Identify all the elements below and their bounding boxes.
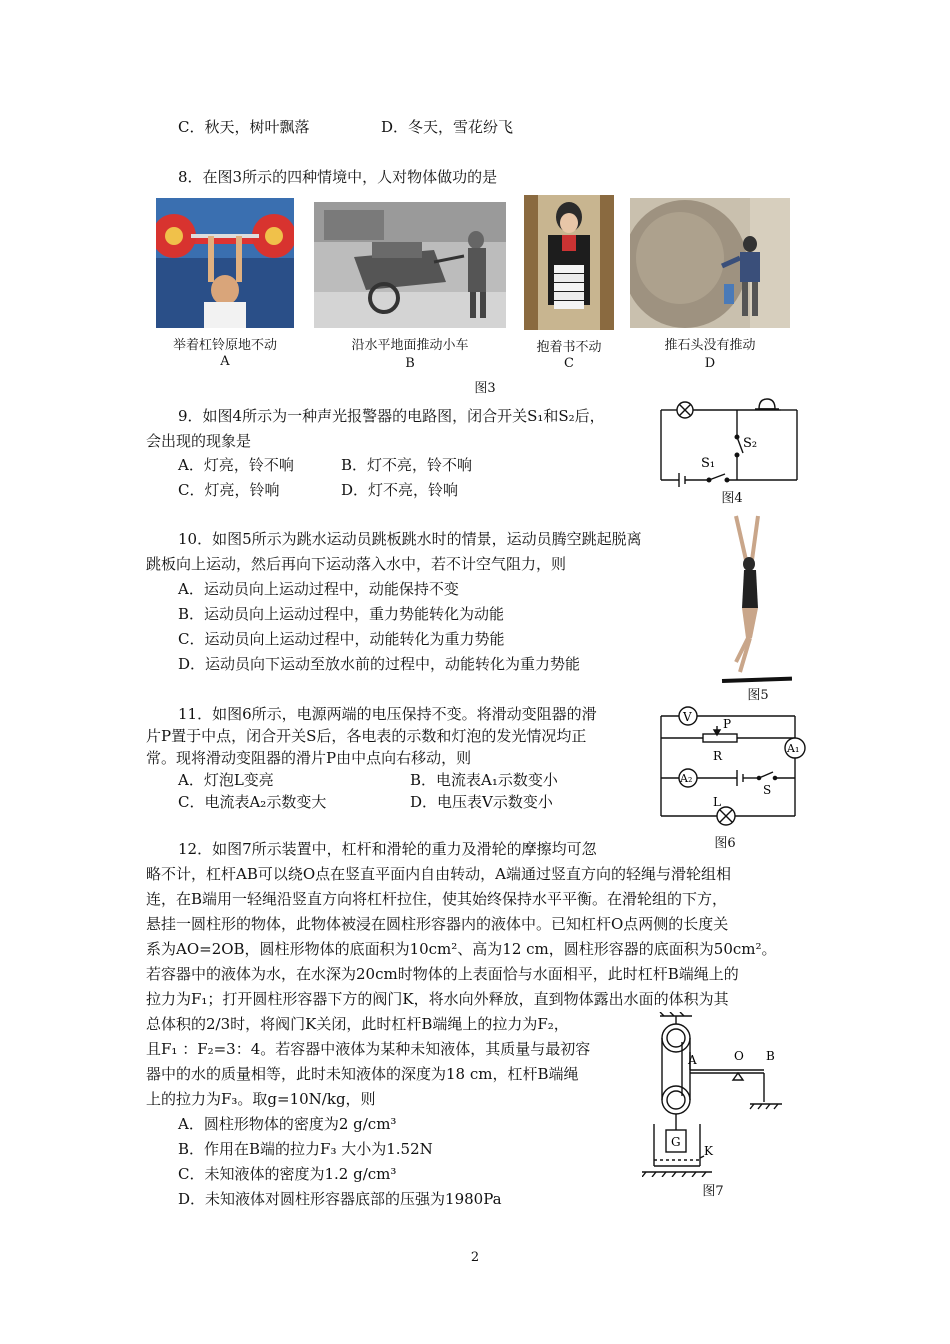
label-a1: A₁ (787, 742, 800, 755)
q7-option-d: D．冬天，雪花纷飞 (381, 118, 514, 136)
q12-line-3: 连，在B端用一轻绳沿竖直方向将杠杆拉住，使其始终保持水平平衡。在滑轮组的下方， (146, 890, 728, 908)
label-s1: S₁ (701, 456, 716, 471)
caption-b: 沿水平地面推动小车 (351, 338, 469, 353)
q10-stem-2: 跳板向上运动，然后再向下运动落入水中，若不计空气阻力，则 (146, 555, 567, 573)
caption-letter-b: B (405, 356, 415, 371)
q12-line-1: 12．如图7所示装置中，杠杆和滑轮的重力及滑轮的摩擦均可忽 (178, 840, 597, 858)
q11-stem-1: 11．如图6所示，电源两端的电压保持不变。将滑动变阻器的滑 (178, 705, 597, 723)
figure-7-label: 图7 (702, 1184, 724, 1199)
q10-option-b: B．运动员向上运动过程中，重力势能转化为动能 (178, 605, 505, 623)
rock-photo (630, 198, 790, 328)
q12-line-2: 略不计，杠杆AB可以绕O点在竖直平面内自由转动，A端通过竖直方向的轻绳与滑轮组相 (146, 865, 731, 883)
figure-4-label: 图4 (721, 491, 743, 506)
q9-option-b: B．灯不亮，铃不响 (341, 456, 473, 474)
q9-option-c: C．灯亮，铃响 (178, 481, 280, 499)
q12-line-5: 系为AO=2OB，圆柱形物体的底面积为10cm²、高为12 cm，圆柱形容器的底面积为50cm²。 (146, 940, 777, 958)
q12-line-11: 上的拉力为F₃。取g=10N/kg，则 (146, 1090, 376, 1108)
q11-option-a: A．灯泡L变亮 (178, 771, 274, 789)
figure-5-label: 图5 (747, 688, 769, 703)
label-k: K (704, 1144, 713, 1158)
q9-stem-1: 9．如图4所示为一种声光报警器的电路图，闭合开关S₁和S₂后， (178, 407, 605, 425)
q11-stem-3: 常。现将滑动变阻器的滑片P由中点向右移动，则 (146, 749, 472, 767)
q12-option-d: D．未知液体对圆柱形容器底部的压强为1980Pa (178, 1190, 502, 1208)
q10-stem-1: 10．如图5所示为跳水运动员跳板跳水时的情景，运动员腾空跳起脱离 (178, 530, 642, 548)
label-v: V (683, 710, 692, 724)
label-s2: S₂ (743, 436, 758, 451)
q11-option-d: D．电压表V示数变小 (410, 793, 553, 811)
label-a: A (688, 1053, 697, 1067)
q10-option-a: A．运动员向上运动过程中，动能保持不变 (178, 580, 459, 598)
label-b: B (766, 1049, 775, 1063)
q9-option-a: A．灯亮，铃不响 (178, 456, 294, 474)
q12-line-10: 器中的水的质量相等，此时未知液体的深度为18 cm，杠杆B端绳 (146, 1065, 579, 1083)
q12-option-a: A．圆柱形物体的密度为2 g/cm³ (178, 1115, 397, 1133)
q12-line-4: 悬挂一圆柱形的物体，此物体被浸在圆柱形容器内的液体中。已知杠杆O点两侧的长度关 (146, 915, 729, 933)
figure-3-label: 图3 (474, 381, 496, 396)
caption-d: 推石头没有推动 (664, 338, 756, 353)
label-g: G (671, 1135, 681, 1149)
caption-c: 抱着书不动 (536, 340, 602, 355)
caption-letter-c: C (564, 356, 574, 371)
bell-icon (759, 399, 775, 409)
books-photo (524, 195, 614, 330)
q12-option-c: C．未知液体的密度为1.2 g/cm³ (178, 1165, 397, 1183)
q12-line-7: 拉力为F₁；打开圆柱形容器下方的阀门K，将水向外释放，直到物体露出水面的体积为其 (146, 990, 729, 1008)
q10-option-c: C．运动员向上运动过程中，动能转化为重力势能 (178, 630, 505, 648)
label-s: S (763, 783, 772, 797)
diver-photo (712, 512, 792, 688)
caption-letter-a: A (220, 354, 230, 369)
q12-option-b: B．作用在B端的拉力F₃ 大小为1.52N (178, 1140, 433, 1158)
label-p: P (723, 717, 732, 731)
q9-option-d: D．灯不亮，铃响 (341, 481, 459, 499)
q8-stem: 8．在图3所示的四种情境中，人对物体做功的是 (178, 168, 498, 186)
label-a2: A₂ (680, 772, 693, 785)
label-l: L (713, 795, 721, 809)
page-number: 2 (470, 1250, 480, 1265)
q9-stem-2: 会出现的现象是 (146, 432, 252, 450)
q7-option-c: C．秋天，树叶飘落 (178, 118, 310, 136)
label-o: O (734, 1049, 744, 1063)
q11-option-b: B．电流表A₁示数变小 (410, 771, 558, 789)
pulley-lever-diagram-fig7 (642, 1012, 792, 1177)
q12-line-6: 若容器中的液体为水，在水深为20cm时物体的上表面恰与水面相平，此时杠杆B端绳上的 (146, 965, 739, 983)
caption-letter-d: D (704, 356, 716, 371)
q11-option-c: C．电流表A₂示数变大 (178, 793, 327, 811)
q11-stem-2: 片P置于中点，闭合开关S后，各电表的示数和灯泡的发光情况均正 (146, 727, 587, 745)
weightlifter-photo (156, 198, 294, 328)
q12-line-8: 总体积的2/3时，将阀门K关闭，此时杠杆B端绳上的拉力为F₂， (146, 1015, 569, 1033)
q12-line-9: 且F₁ ：F₂=3：4。若容器中液体为某种未知液体，其质量与最初容 (146, 1040, 591, 1058)
cart-photo (314, 202, 506, 328)
caption-a: 举着杠铃原地不动 (172, 338, 277, 353)
figure-6-label: 图6 (714, 836, 736, 851)
q10-option-d: D．运动员向下运动至放水前的过程中，动能转化为重力势能 (178, 655, 581, 673)
label-r: R (713, 749, 723, 763)
circuit-diagram-fig6 (655, 704, 810, 834)
